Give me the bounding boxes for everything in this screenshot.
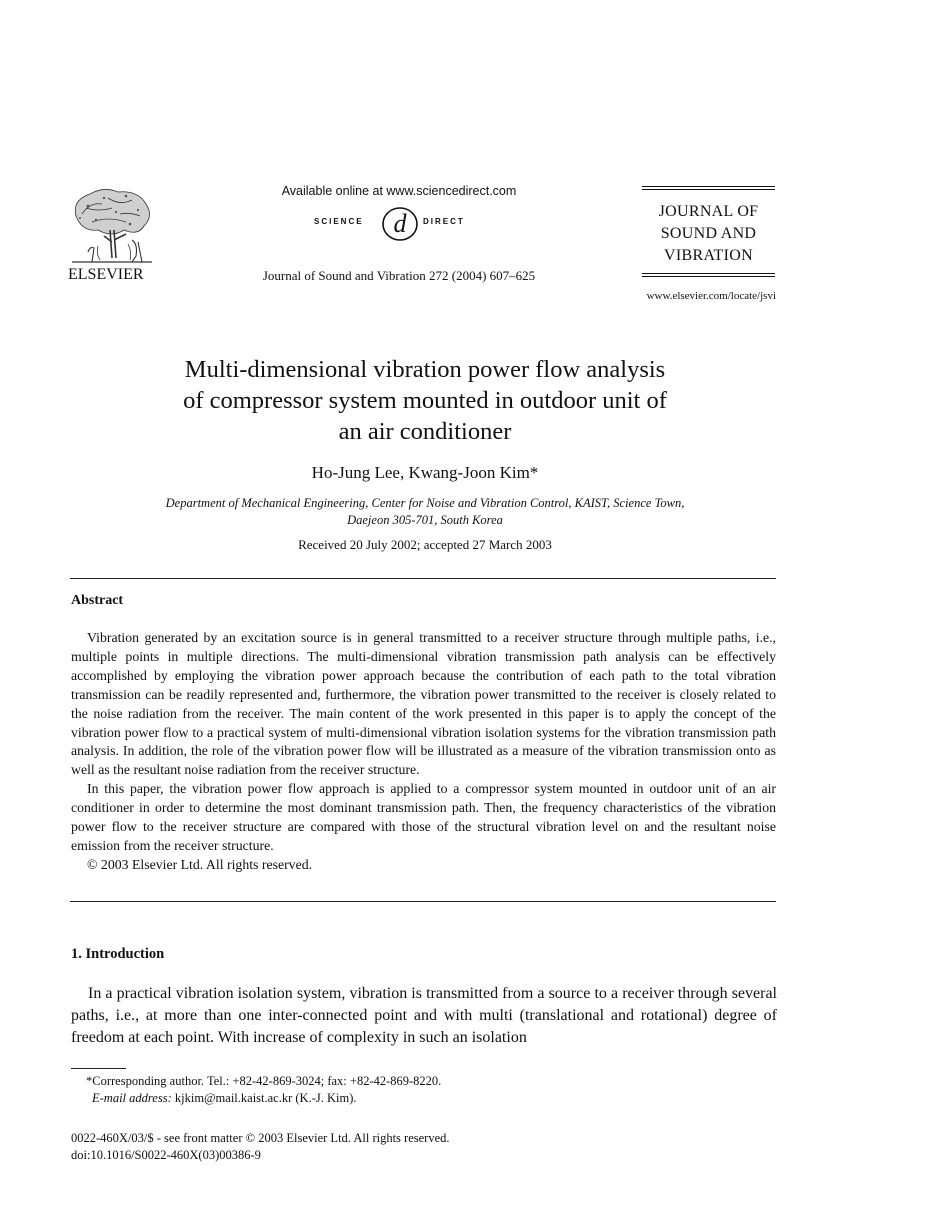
journal-name-line: VIBRATION: [664, 247, 753, 264]
sciencedirect-right-word: DIRECT: [423, 217, 465, 226]
tree-icon: [68, 186, 156, 266]
abstract-paragraph: In this paper, the vibration power flow approach is applied to a compressor system mounted in outdoor unit of an air conditioner in order to determine the most dominant transmission path. Then, the frequency characteristics of the vibration power flow to the receiver structure are compared with those of the structural vibration level on and the resultant noise emission from the receiver structure.: [71, 781, 776, 853]
article-title: [100, 354, 750, 447]
doi-link[interactable]: doi:10.1016/S0022-460X(03)00386-9: [71, 1148, 261, 1162]
journal-name-line: SOUND AND: [660, 225, 757, 242]
email-label: E-mail address:: [92, 1091, 172, 1105]
journal-name-line: JOURNAL OF: [658, 203, 759, 220]
sciencedirect-logo: [230, 205, 568, 243]
affiliation-line: Daejeon 305-701, South Korea: [347, 512, 503, 527]
sciencedirect-at-icon: [380, 205, 420, 243]
footnote-email: [92, 1091, 357, 1106]
available-online-line: Available online at www.sciencedirect.com: [281, 184, 517, 198]
journal-citation: Journal of Sound and Vibration 272 (2004) 607–625: [262, 268, 536, 283]
abstract-bottom-rule: [70, 901, 776, 902]
affiliation: [72, 495, 778, 528]
footnote-rule: [71, 1068, 126, 1069]
front-matter-line: 0022-460X/03/$ - see front matter © 2003 Elsevier Ltd. All rights reserved.: [71, 1131, 450, 1145]
abstract-copyright: © 2003 Elsevier Ltd. All rights reserved.: [87, 856, 313, 872]
elsevier-tree-logo: [68, 186, 158, 266]
title-line: Multi-dimensional vibration power flow analysis: [184, 356, 666, 383]
journal-bottom-rule: [642, 273, 775, 277]
affiliation-line: Department of Mechanical Engineering, Center for Noise and Vibration Control, KAIST, Science Town,: [165, 496, 685, 510]
journal-name: [642, 190, 775, 273]
section-heading-introduction: 1. Introduction: [71, 946, 165, 962]
abstract-paragraph: Vibration generated by an excitation source is in general transmitted to a receiver structure through multiple paths, i.e., multiple points in multiple directions. The multi-dimensional vibration transmission path analysis can be effectively accomplished by employing the vibration power approach because the contribution of each path to the total vibration transmission can be readily represented and, furthermore, the vibration power transmitted to the receiver is closely related to the noise radiation from the receiver. The main content of the work presented in this paper is to apply the concept of the vibration power flow to a practical system of multi-dimensional vibration isolation systems for the vibration transmission path analysis. In addition, the role of the vibration power flow will be illustrated as a measure of the vibration transmission onto as well as the resultant noise radiation from the receiver structure.: [71, 630, 776, 778]
email-address-link[interactable]: kjkim@mail.kaist.ac.kr (K.-J. Kim).: [174, 1091, 357, 1105]
abstract-heading: Abstract: [71, 593, 124, 608]
title-line: of compressor system mounted in outdoor unit of: [183, 387, 667, 414]
abstract-body: [71, 629, 776, 875]
received-dates: Received 20 July 2002; accepted 27 March 2003: [298, 537, 552, 552]
introduction-paragraph: In a practical vibration isolation system, vibration is transmitted from a source to a receiver through several paths, i.e., at more than one inter-connected point and with multi (translational and rotational) degree of freedom at each point. With increase of complexity in such an isolation: [71, 985, 777, 1046]
abstract-top-rule: [70, 578, 776, 579]
elsevier-wordmark: ELSEVIER: [68, 266, 144, 283]
journal-name-box: [642, 186, 775, 277]
sciencedirect-mark-letter: d: [393, 209, 407, 238]
title-line: an air conditioner: [338, 418, 512, 445]
sciencedirect-left-word: SCIENCE: [314, 217, 364, 226]
footnote-corresponding-author: *Corresponding author. Tel.: +82-42-869-3024; fax: +82-42-869-8220.: [86, 1074, 442, 1088]
author-list: Ho-Jung Lee, Kwang-Joon Kim*: [311, 463, 539, 482]
journal-url-link[interactable]: www.elsevier.com/locate/jsvi: [646, 290, 776, 302]
